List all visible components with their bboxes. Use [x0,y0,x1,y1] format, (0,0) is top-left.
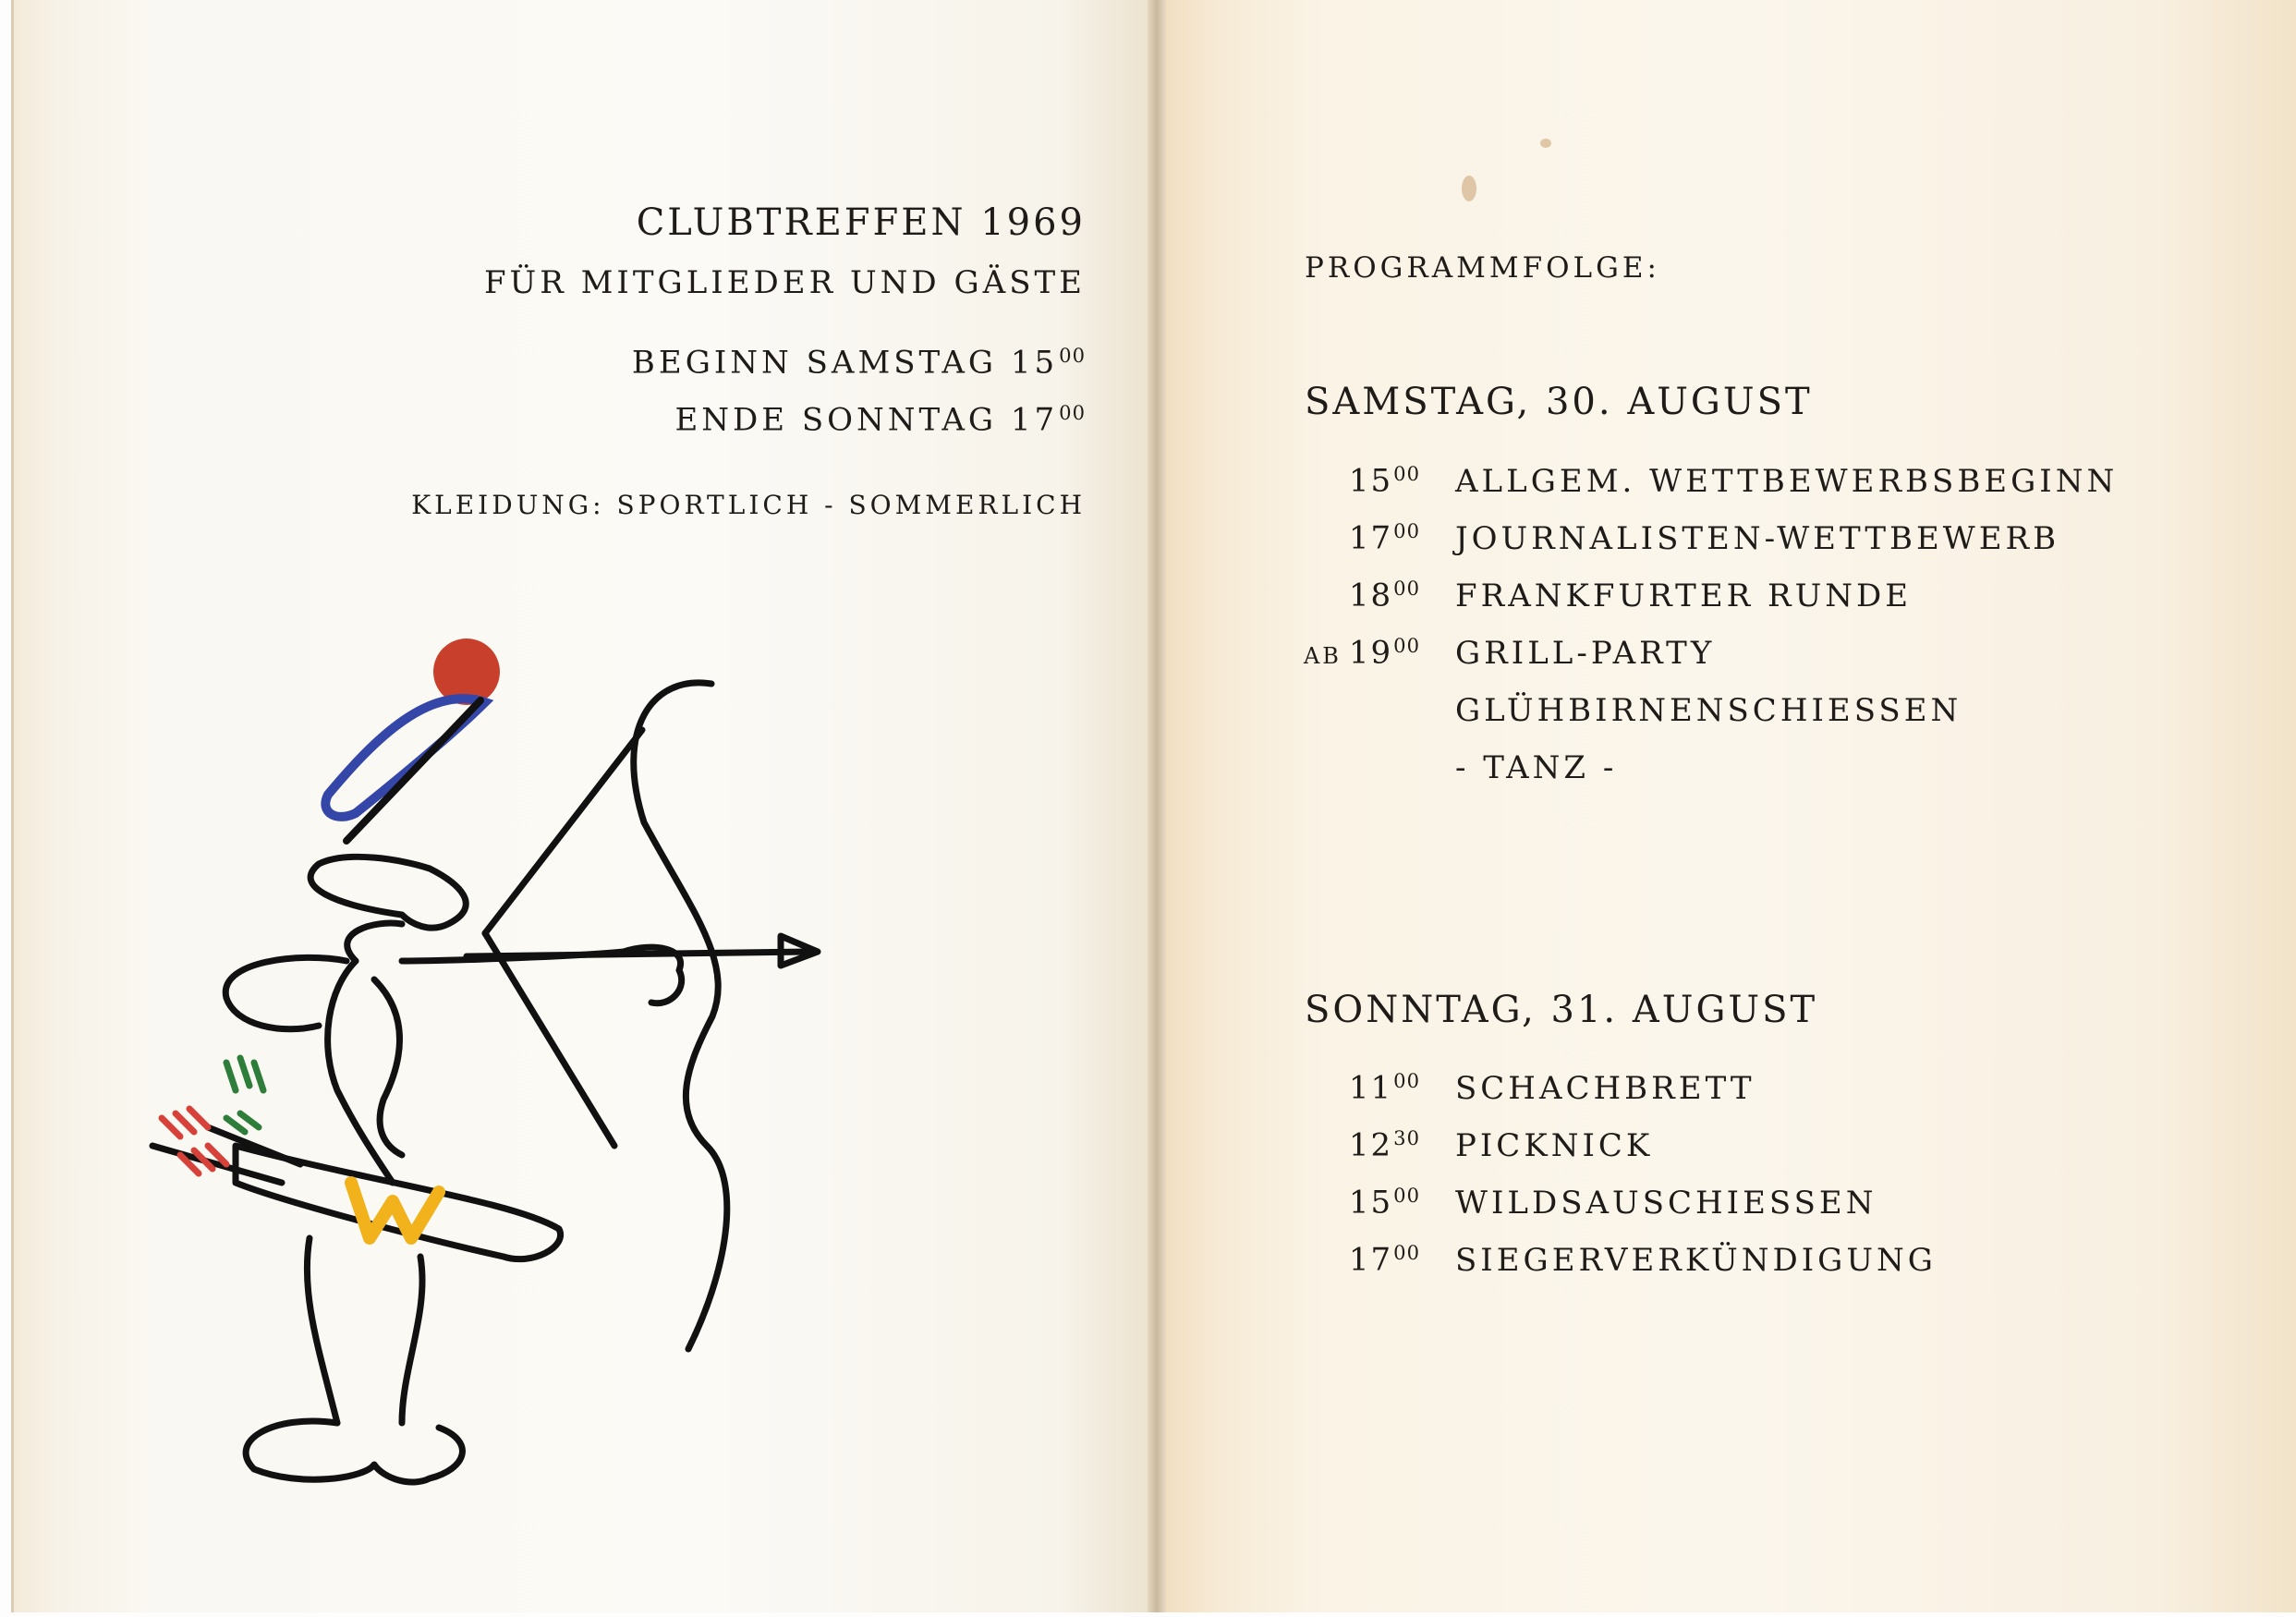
saturday-heading: SAMSTAG, 30. AUGUST [1305,381,1813,423]
schedule-row [1295,519,2266,577]
schedule-row [1295,748,2266,806]
schedule-event: GLÜHBIRNENSCHIESSEN [1455,691,1962,729]
dress-code: KLEIDUNG: SPORTLICH - SOMMERLICH [411,490,1086,520]
begin-minutes: 00 [1059,344,1086,367]
time-hour: 17 [1348,519,1393,557]
schedule-event: ALLGEM. WETTBEWERBSBEGINN [1455,462,2119,500]
schedule-time [1295,691,1420,729]
right-page [1166,0,2296,1612]
time-hour: 17 [1348,1241,1393,1279]
schedule-time [1295,634,1420,672]
end-label: ENDE SONNTAG 17 [674,401,1059,439]
bowstring-upper [485,730,642,933]
time-minutes: 00 [1393,1241,1420,1264]
time-hour: 15 [1348,462,1393,500]
paper-stain [1462,176,1476,201]
schedule-time [1295,519,1420,557]
face [347,923,402,961]
time-minutes: 00 [1393,519,1420,542]
sunday-schedule [1295,1069,2266,1298]
schedule-event: - TANZ - [1455,748,1618,786]
time-minutes: 30 [1393,1126,1420,1149]
schedule-event: SCHACHBRETT [1455,1069,1755,1107]
time-minutes: 00 [1393,634,1420,657]
time-hour: 19 [1348,634,1393,672]
time-hour: 15 [1348,1184,1393,1222]
archer-illustration [97,628,836,1515]
red-fletching-2 [180,1146,226,1173]
time-prefix: AB [1303,642,1342,669]
schedule-row [1295,1184,2266,1241]
leg-front [402,1257,422,1423]
event-title: CLUBTREFFEN 1969 [636,201,1086,244]
schedule-row [1295,634,2266,691]
end-time [674,401,1086,439]
schedule-time [1295,462,1420,500]
time-minutes: 00 [1393,1184,1420,1207]
schedule-time [1295,577,1420,614]
green-fletching [226,1058,263,1090]
begin-time [632,344,1086,382]
schedule-event: JOURNALISTEN-WETTBEWERB [1455,519,2060,557]
bowstring-lower [485,933,614,1146]
time-minutes: 00 [1393,462,1420,485]
time-hour: 11 [1348,1069,1393,1107]
schedule-row [1295,1126,2266,1184]
sunday-heading: SONNTAG, 31. AUGUST [1305,989,1818,1031]
time-minutes: 00 [1393,577,1420,600]
schedule-time [1295,1069,1420,1107]
schedule-event: PICKNICK [1455,1126,1654,1164]
time-hour: 18 [1348,577,1393,614]
left-page [11,0,1150,1612]
schedule-row [1295,462,2266,519]
saturday-schedule [1295,462,2266,806]
schedule-event: FRANKFURTER RUNDE [1455,577,1913,614]
schedule-event: GRILL-PARTY [1455,634,1716,672]
schedule-time [1295,1184,1420,1222]
schedule-row [1295,691,2266,748]
end-minutes: 00 [1059,401,1086,424]
begin-label: BEGINN SAMSTAG 15 [631,344,1059,382]
schedule-row [1295,1069,2266,1126]
paper-stain-small [1540,139,1551,148]
schedule-event: WILDSAUSCHIESSEN [1455,1184,1877,1222]
schedule-row [1295,1241,2266,1298]
time-hour: 12 [1348,1126,1393,1164]
schedule-time [1295,1126,1420,1164]
schedule-event: SIEGERVERKÜNDIGUNG [1455,1241,1937,1279]
event-subtitle: FÜR MITGLIEDER UND GÄSTE [483,264,1086,301]
feather-quill [346,700,480,841]
red-fletching [162,1109,208,1137]
bow [634,683,727,1349]
schedule-row [1295,577,2266,634]
leg-back [307,1238,337,1423]
torso-front [374,979,402,1155]
book-gutter [1148,0,1166,1612]
program-heading: PROGRAMMFOLGE: [1305,251,1660,285]
schedule-time [1295,748,1420,786]
feet [246,1421,462,1482]
green-fletching-2 [226,1113,259,1132]
head [310,857,466,928]
time-minutes: 00 [1393,1069,1420,1092]
schedule-time [1295,1241,1420,1279]
